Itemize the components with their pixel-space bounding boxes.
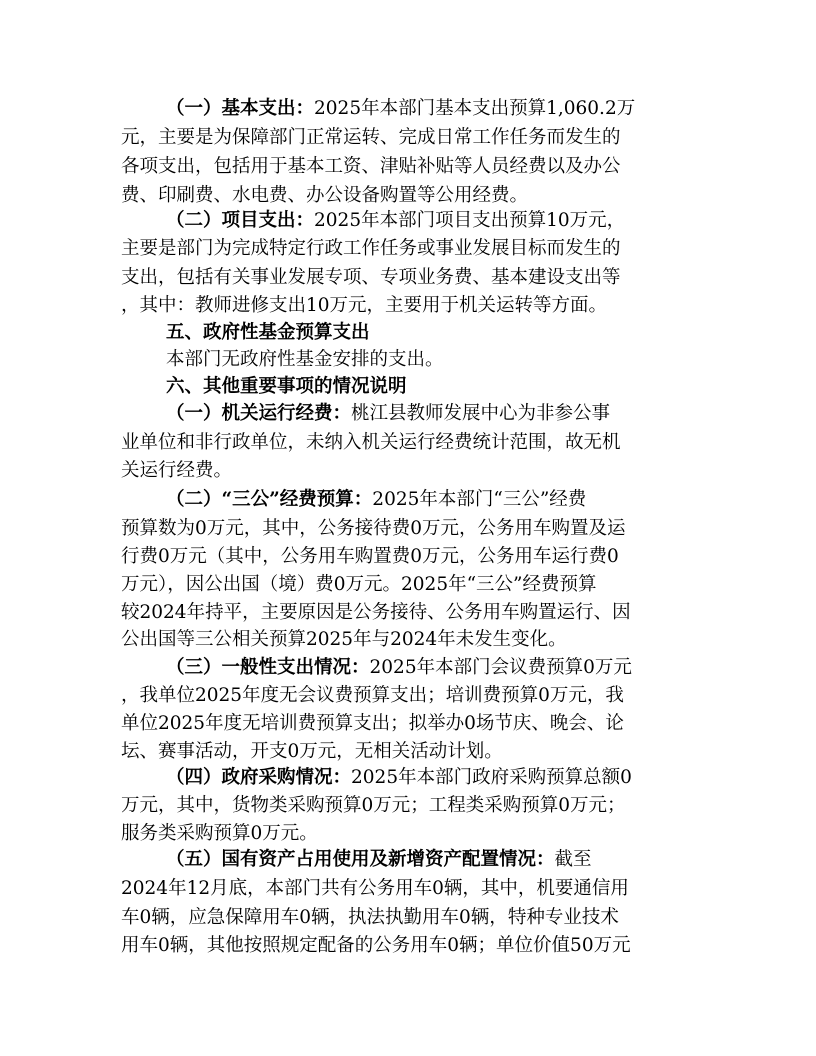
line-text: 费、印刷费、水电费、办公设备购置等公用经费。 xyxy=(121,185,529,206)
paragraph-line xyxy=(121,517,626,541)
paragraph-line xyxy=(121,628,567,652)
paragraph-line xyxy=(121,906,619,930)
paragraph-line xyxy=(166,97,635,121)
paragraph-line xyxy=(121,294,607,318)
paragraph-line xyxy=(121,794,626,818)
paragraph-line xyxy=(121,126,621,150)
paragraph-line xyxy=(121,545,619,569)
line-text: 桃江县教师发展中心为非参公事 xyxy=(351,403,611,424)
paragraph-line xyxy=(166,402,610,426)
line-text: 本部门无政府性基金安排的支出。 xyxy=(166,349,444,370)
paragraph-line xyxy=(166,488,586,512)
paragraph-line xyxy=(121,934,631,958)
line-text: 主要是部门为完成特定行政工作任务或事业发展目标而发生的 xyxy=(121,238,621,259)
paragraph-line xyxy=(121,684,624,708)
line-text: 2025年本部门会议费预算0万元 xyxy=(369,657,632,678)
line-text: 较2024年持平，主要原因是公务接待、公务用车购置运行、因 xyxy=(121,602,631,623)
bold-heading: （一）机关运行经费： xyxy=(166,403,352,424)
line-text: ，其中：教师进修支出10万元，主要用于机关运转等方面。 xyxy=(121,295,608,316)
paragraph-line xyxy=(121,431,621,455)
section-heading xyxy=(166,321,370,345)
paragraph-line xyxy=(121,822,318,846)
bold-heading: （二）项目支出： xyxy=(166,210,315,231)
line-text: 单位2025年度无培训费预算支出；拟举办0场节庆、晚会、论 xyxy=(121,713,624,734)
bold-heading: （二）“三公”经费预算： xyxy=(166,489,373,510)
line-text: 支出，包括有关事业发展专项、专项业务费、基本建设支出等 xyxy=(121,267,621,288)
line-text: ，我单位2025年度无会议费预算支出；培训费预算0万元，我 xyxy=(121,685,624,706)
line-text: 坛、赛事活动，开支0万元，无相关活动计划。 xyxy=(121,741,503,762)
paragraph-line xyxy=(166,766,632,790)
line-text: 关运行经费。 xyxy=(121,460,233,481)
line-text: 行费0万元（其中，公务用车购置费0万元，公务用车运行费0 xyxy=(121,546,619,567)
paragraph-line xyxy=(121,712,624,736)
paragraph-line xyxy=(121,266,621,290)
line-text: 截至 xyxy=(554,849,592,870)
bold-heading: （四）政府采购情况： xyxy=(166,767,352,788)
line-text: 车0辆，应急保障用车0辆，执法执勤用车0辆，特种专业技术 xyxy=(121,907,619,928)
section-heading xyxy=(166,375,407,399)
line-text: 2024年12月底，本部门共有公务用车0辆，其中，机要通信用 xyxy=(121,878,629,899)
paragraph-line xyxy=(121,237,621,261)
paragraph-line xyxy=(166,656,632,680)
line-text: 2025年本部门政府采购预算总额0 xyxy=(351,767,632,788)
paragraph-line xyxy=(166,348,444,372)
bold-heading: （一）基本支出： xyxy=(166,98,315,119)
bold-heading: 六、其他重要事项的情况说明 xyxy=(166,376,407,397)
line-text: 万元，其中，货物类采购预算0万元；工程类采购预算0万元； xyxy=(121,795,626,816)
line-text: 公出国等三公相关预算2025年与2024年未发生变化。 xyxy=(121,629,567,650)
line-text: 万元），因公出国（境）费0万元。2025年“三公”经费预算 xyxy=(121,574,597,595)
paragraph-line xyxy=(166,848,592,872)
line-text: 服务类采购预算0万元。 xyxy=(121,823,318,844)
paragraph-line xyxy=(121,184,528,208)
bold-heading: 五、政府性基金预算支出 xyxy=(166,322,370,343)
paragraph-line xyxy=(121,877,629,901)
paragraph-line xyxy=(121,573,597,597)
paragraph-line xyxy=(121,155,621,179)
line-text: 业单位和非行政单位，未纳入机关运行经费统计范围，故无机 xyxy=(121,432,621,453)
paragraph-line xyxy=(166,209,625,233)
line-text: 元，主要是为保障部门正常运转、完成日常工作任务而发生的 xyxy=(121,127,621,148)
bold-heading: （三）一般性支出情况： xyxy=(166,657,370,678)
line-text: 预算数为0万元，其中，公务接待费0万元，公务用车购置及运 xyxy=(121,518,626,539)
bold-heading: （五）国有资产占用使用及新增资产配置情况： xyxy=(166,849,555,870)
paragraph-line xyxy=(121,740,503,764)
line-text: 2025年本部门项目支出预算10万元， xyxy=(314,210,626,231)
line-text: 2025年本部门“三公”经费 xyxy=(372,489,587,510)
line-text: 各项支出，包括用于基本工资、津贴补贴等人员经费以及办公 xyxy=(121,156,621,177)
paragraph-line xyxy=(121,601,631,625)
line-text: 用车0辆，其他按照规定配备的公务用车0辆；单位价值50万元 xyxy=(121,935,631,956)
line-text: 2025年本部门基本支出预算1,060.2万 xyxy=(314,98,636,119)
paragraph-line xyxy=(121,459,232,483)
